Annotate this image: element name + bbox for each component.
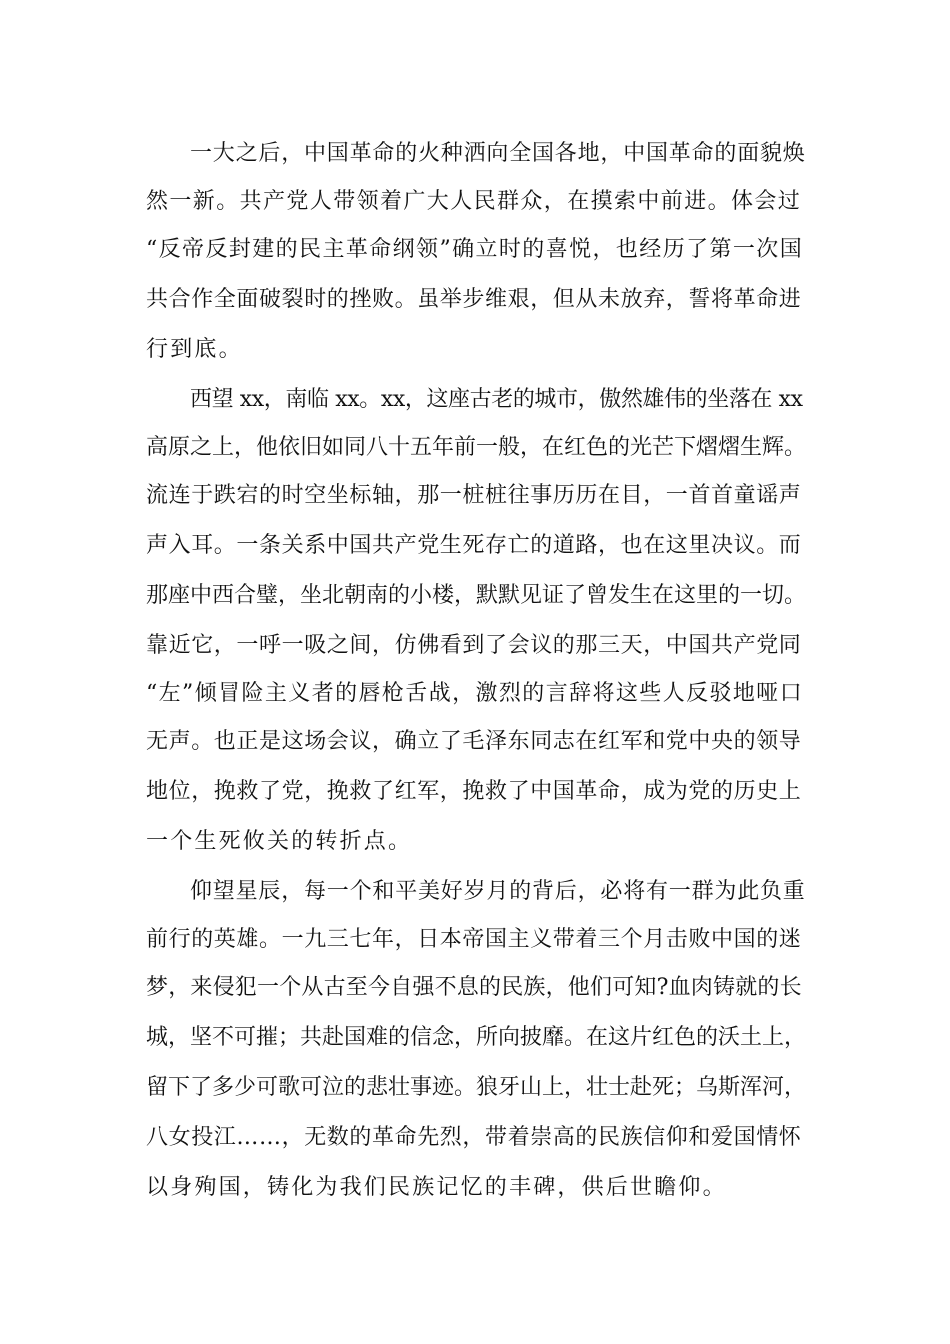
paragraph-1-line-5: 行到底。 <box>146 337 243 362</box>
paragraph-2-line-6: 靠近它，一呼一吸之间，仿佛看到了会议的那三天，中国共产党同 <box>146 633 802 658</box>
paragraph-3-line-1: 仰望星辰，每一个和平美好岁月的背后，必将有一群为此负重 <box>190 879 806 904</box>
paragraph-3-line-3: 梦，来侵犯一个从古至今自强不息的民族，他们可知?血肉铸就的长 <box>146 975 802 1000</box>
paragraph-2-line-10: 一个生死攸关的转折点。 <box>146 829 413 854</box>
paragraph-3-line-6: 八女投江……，无数的革命先烈，带着崇高的民族信仰和爱国情怀 <box>146 1125 802 1150</box>
paragraph-2-line-3: 流连于跌宕的时空坐标轴，那一桩桩往事历历在目，一首首童谣声 <box>146 483 802 508</box>
paragraph-3-line-7: 以身殉国，铸化为我们民族记忆的丰碑，供后世瞻仰。 <box>146 1175 727 1200</box>
paragraph-2-line-7: “左”倾冒险主义者的唇枪舌战，激烈的言辞将这些人反驳地哑口 <box>146 681 804 706</box>
paragraph-2-line-5: 那座中西合璧，坐北朝南的小楼，默默见证了曾发生在这里的一切。 <box>146 583 807 608</box>
paragraph-3-line-4: 城，坚不可摧；共赴国难的信念，所向披靡。在这片红色的沃土上， <box>146 1025 807 1050</box>
paragraph-1-line-1: 一大之后，中国革命的火种洒向全国各地，中国革命的面貌焕 <box>190 141 806 166</box>
paragraph-1-line-3: “反帝反封建的民主革命纲领”确立时的喜悦，也经历了第一次国 <box>146 237 804 262</box>
paragraph-3-line-2: 前行的英雄。一九三七年，日本帝国主义带着三个月击败中国的迷 <box>146 927 802 952</box>
paragraph-2-line-9: 地位，挽救了党，挽救了红军，挽救了中国革命，成为党的历史上 <box>146 779 802 804</box>
paragraph-1-line-2: 然一新。共产党人带领着广大人民群众，在摸索中前进。体会过 <box>146 189 802 214</box>
paragraph-2-line-8: 无声。也正是这场会议，确立了毛泽东同志在红军和党中央的领导 <box>146 729 802 754</box>
paragraph-3-line-5: 留下了多少可歌可泣的悲壮事迹。狼牙山上，壮士赴死；乌斯浑河， <box>146 1075 807 1100</box>
paragraph-1-line-4: 共合作全面破裂时的挫败。虽举步维艰，但从未放弃，誓将革命进 <box>146 287 802 312</box>
paragraph-2-line-2: 高原之上，他依旧如同八十五年前一般，在红色的光芒下熠熠生辉。 <box>146 435 807 460</box>
paragraph-2-line-1: 西望 xx，南临 xx。xx，这座古老的城市，傲然雄伟的坐落在 xx <box>190 387 803 412</box>
paragraph-2-line-4: 声入耳。一条关系中国共产党生死存亡的道路，也在这里决议。而 <box>146 533 802 558</box>
